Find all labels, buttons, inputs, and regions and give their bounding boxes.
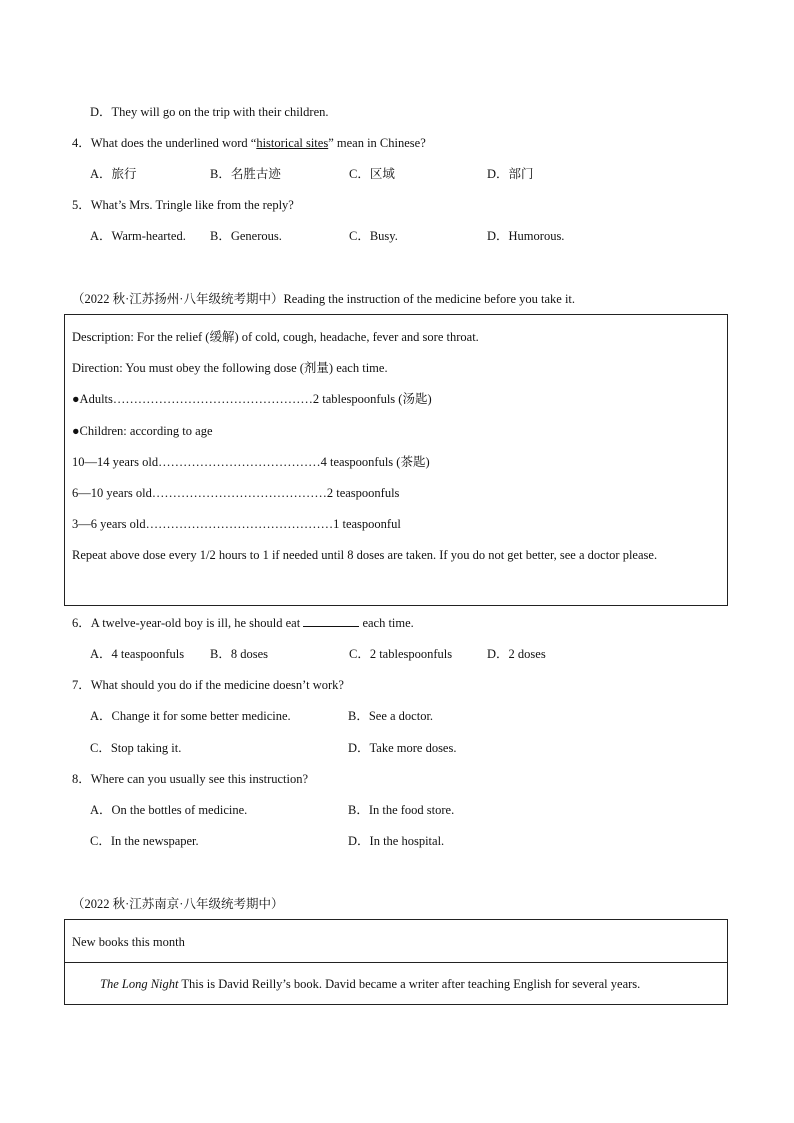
- q4-option-b: B．名胜古迹: [210, 167, 281, 181]
- table-divider: [65, 962, 727, 963]
- q4-stem-suffix: ” mean in Chinese?: [328, 136, 426, 150]
- q6-stem-prefix: 6．A twelve-year-old boy is ill, he should eat: [72, 616, 301, 630]
- q6-option-c: C．2 tablespoonfuls: [349, 647, 453, 661]
- new-books-table: [64, 919, 728, 1005]
- instruction-age-6-10: 6—10 years old……………………………………2 teaspoonfuls: [72, 486, 400, 500]
- q4-stem-prefix: 4．What does the underlined word “: [72, 136, 257, 150]
- q7-option-d: D．Take more doses.: [348, 741, 457, 755]
- q3-option-d: D．They will go on the trip with their children.: [90, 105, 329, 119]
- book-title: The Long Night: [100, 977, 179, 991]
- q7-stem: 7．What should you do if the medicine doesn’t work?: [72, 678, 344, 692]
- q8-option-a: A．On the bottles of medicine.: [90, 803, 248, 817]
- q7-option-a: A．Change it for some better medicine.: [90, 709, 291, 723]
- q8-option-c: C．In the newspaper.: [90, 834, 199, 848]
- q8-stem: 8．Where can you usually see this instruction?: [72, 772, 309, 786]
- instruction-age-10-14: 10—14 years old…………………………………4 teaspoonfuls (茶匙): [72, 455, 430, 469]
- q7-option-b: B．See a doctor.: [348, 709, 434, 723]
- passage-c-source-heading: （2022 秋·江苏南京·八年级统考期中）: [72, 897, 284, 911]
- q6-option-a: A．4 teaspoonfuls: [90, 647, 185, 661]
- q6-answer-blank: [303, 615, 359, 627]
- instruction-repeat-paragraph: Repeat above dose every 1/2 hours to 1 if needed until 8 doses are taken. If you do not get better, see a doctor please.: [72, 548, 658, 562]
- passage-b-source-heading: （2022 秋·江苏扬州·八年级统考期中）Reading the instruction of the medicine before you take it.: [72, 292, 576, 306]
- q4-stem: [72, 135, 426, 151]
- q6-stem: [72, 615, 414, 631]
- q4-option-d: D．部门: [487, 167, 534, 181]
- instruction-children: ●Children: according to age: [72, 424, 213, 438]
- instruction-direction: Direction: You must obey the following dose (剂量) each time.: [72, 361, 388, 375]
- book-description: This is David Reilly’s book. David became a writer after teaching English for several years.: [178, 977, 641, 991]
- q6-option-d: D．2 doses: [487, 647, 546, 661]
- book-entry-row: [100, 976, 640, 992]
- q4-option-a: A．旅行: [90, 167, 137, 181]
- q5-option-d: D．Humorous.: [487, 229, 565, 243]
- q5-option-c: C．Busy.: [349, 229, 398, 243]
- instruction-adults: ●Adults…………………………………………2 tablespoonfuls (汤匙): [72, 392, 432, 406]
- medicine-instruction-box: [64, 314, 728, 606]
- instruction-age-3-6: 3—6 years old………………………………………1 teaspoonful: [72, 517, 401, 531]
- q5-stem: 5．What’s Mrs. Tringle like from the reply?: [72, 198, 294, 212]
- q4-option-c: C．区域: [349, 167, 395, 181]
- new-books-header: New books this month: [72, 935, 185, 949]
- q6-stem-suffix: each time.: [362, 616, 414, 630]
- q8-option-d: D．In the hospital.: [348, 834, 445, 848]
- q5-option-a: A．Warm-hearted.: [90, 229, 186, 243]
- q6-option-b: B．8 doses: [210, 647, 268, 661]
- instruction-description: Description: For the relief (缓解) of cold, cough, headache, fever and sore throat.: [72, 330, 479, 344]
- q4-underlined-word: historical sites: [256, 136, 329, 150]
- q8-option-b: B．In the food store.: [348, 803, 455, 817]
- q5-option-b: B．Generous.: [210, 229, 282, 243]
- q7-option-c: C．Stop taking it.: [90, 741, 182, 755]
